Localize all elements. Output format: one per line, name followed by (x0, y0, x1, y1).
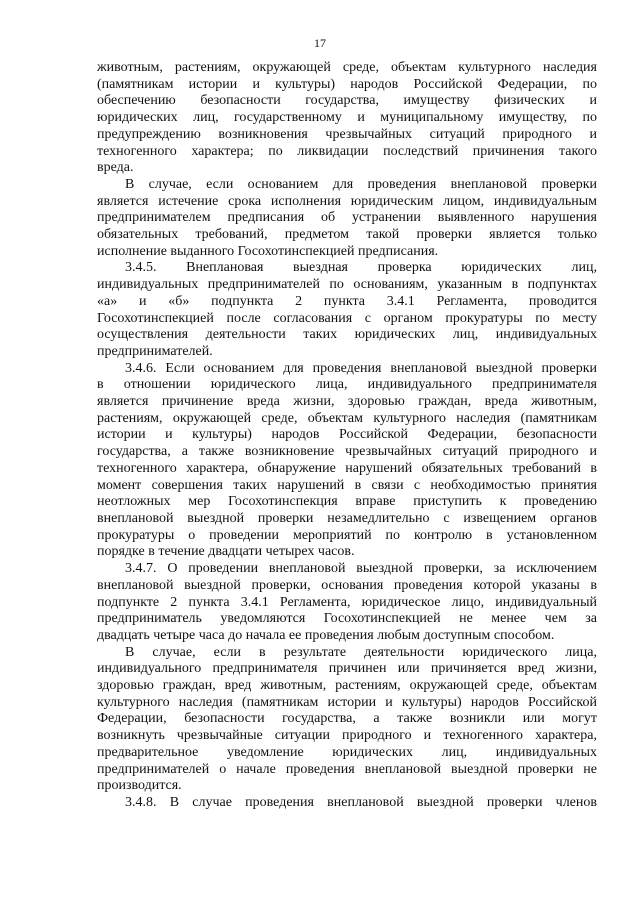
text-line: предпринимателей. (97, 343, 213, 359)
text-line: В случае, если в результате деятельности юридического лица, (125, 644, 597, 660)
text-line: является причинение вреда жизни, здоровью граждан, вреда животным, (97, 394, 597, 410)
text-line: предприниматель уведомляются Госохотинспекцией не менее чем за (97, 611, 597, 627)
text-line: внеплановой выездной проверки незамедлительно с извещением органов (97, 510, 597, 526)
text-line: порядке в течение двадцати четырех часов. (97, 544, 355, 560)
page-number: 17 (314, 36, 326, 50)
text-line: предварительное уведомление юридических лиц, индивидуальных (97, 744, 597, 760)
text-line: предпринимателем предписания об устранении выявленного нарушения (97, 210, 597, 226)
text-line: момент совершения таких нарушений в связи с необходимостью принятия (97, 477, 597, 493)
text-line: В случае, если основанием для проведения внеплановой проверки (125, 176, 597, 192)
text-line: Госохотинспекцией после согласования с органом прокуратуры по месту (97, 310, 597, 326)
text-line: внеплановой выездной проверки, основания проведения которой указаны в (97, 577, 597, 593)
text-line: обеспечению безопасности государства, имуществу физических и (97, 93, 597, 109)
text-line: неотложных мер Госохотинспекция вправе приступить к проведению (97, 494, 597, 510)
text-line: предпринимателей о начале проведения внеплановой выездной проверки не (97, 761, 597, 777)
text-line: «а» и «б» подпункта 2 пункта 3.4.1 Регламента, проводится (97, 293, 597, 309)
text-line: юридических лиц, государственному и муниципальному имуществу, по (97, 110, 597, 126)
text-line: культурного наследия (памятникам истории и культуры) народов Российской (97, 694, 597, 710)
text-line: осуществления деятельности таких юридических лиц, индивидуальных (97, 327, 597, 343)
body-text (97, 60, 597, 812)
text-line: здоровью граждан, вред животным, растениям, окружающей среде, объектам (97, 678, 597, 694)
text-line: техногенного характера; по ликвидации последствий причинения такого (97, 143, 597, 159)
text-line: возникнуть чрезвычайные ситуации природного и техногенного характера, (97, 728, 597, 744)
text-line: прокуратуры о проведении мероприятий по контролю в установленном (97, 527, 597, 543)
text-line: в отношении юридического лица, индивидуального предпринимателя (97, 377, 597, 393)
text-line: Федерации, безопасности государства, а также возникли или могут (97, 711, 597, 727)
text-line: индивидуального предпринимателя причинен или причиняется вред жизни, (97, 661, 597, 677)
text-line: 3.4.7. О проведении внеплановой выездной проверки, за исключением (125, 561, 597, 577)
text-line: вреда. (97, 160, 134, 176)
text-line: подпункте 2 пункта 3.4.1 Регламента, юридическое лицо, индивидуальный (97, 594, 597, 610)
text-line: предупреждению возникновения чрезвычайных ситуаций природного и (97, 126, 597, 142)
text-line: государства, а также возникновение чрезвычайных ситуаций природного и (97, 444, 597, 460)
text-line: индивидуальных предпринимателей по основаниям, указанным в подпунктах (97, 277, 597, 293)
text-line: истории и культуры) народов Российской Федерации, безопасности (97, 427, 597, 443)
text-line: производится. (97, 778, 182, 794)
text-line: исполнение выданного Госохотинспекцией предписания. (97, 243, 439, 259)
text-line: 3.4.5. Внеплановая выездная проверка юридических лиц, (125, 260, 597, 276)
text-line: 3.4.6. Если основанием для проведения внеплановой выездной проверки (125, 360, 597, 376)
text-line: растениям, окружающей среде, объектам культурного наследия (памятникам (97, 410, 597, 426)
text-line: является истечение срока исполнения юридическим лицом, индивидуальным (97, 193, 597, 209)
text-line: (памятникам истории и культуры) народов Российской Федерации, по (97, 76, 597, 92)
text-line: обязательных требований, предметом такой проверки является только (97, 227, 597, 243)
text-line: животным, растениям, окружающей среде, объектам культурного наследия (97, 60, 597, 75)
text-line: техногенного характера, обнаружение нарушений обязательных требований в (97, 460, 597, 476)
text-line: 3.4.8. В случае проведения внеплановой выездной проверки членов (125, 794, 597, 810)
text-line: двадцать четыре часа до начала ее проведения любым доступным способом. (97, 627, 555, 643)
